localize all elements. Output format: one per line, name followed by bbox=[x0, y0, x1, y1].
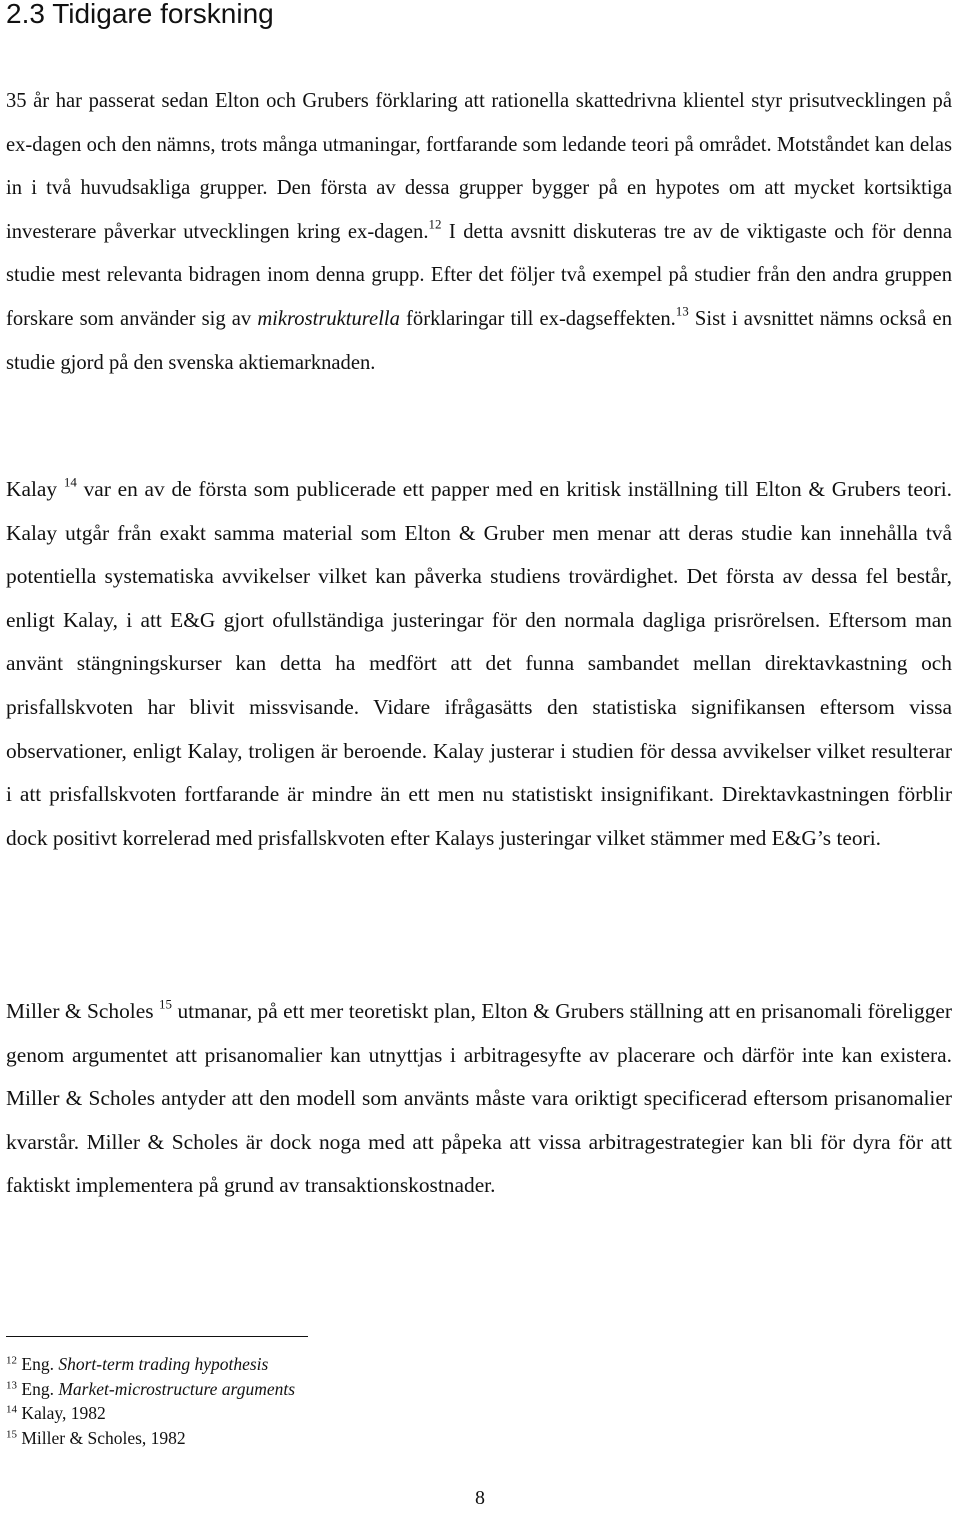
footnote-number: 12 bbox=[6, 1354, 17, 1367]
footnote-ref-15[interactable]: 15 bbox=[159, 996, 173, 1012]
page-number: 8 bbox=[475, 1487, 485, 1509]
footnote-ref-13[interactable]: 13 bbox=[675, 303, 689, 319]
paragraph-text: utmanar, på ett mer teoretiskt plan, Elton & Grubers ställning att en prisanomali föreligger genom argumentet att prisanomalier kan utnyttjas i arbitragesyfte av placerare och därför inte kan existera. Miller & Scholes antyder att den modell som använts måste vara oriktigt specificerad eftersom prisanomalier kvarstår. Miller & Scholes är dock noga med att påpeka att vissa arbitragestrategier kan bli för dyra för att faktiskt implementera på grund av transaktionskostnader. bbox=[6, 999, 953, 1198]
footnotes bbox=[6, 1352, 295, 1450]
footnote-13: $^{13}$ Eng. Market-microstructure arguments bbox=[6, 1378, 296, 1399]
paragraph-miller-scholes bbox=[6, 990, 952, 1208]
paragraph-kalay bbox=[6, 468, 952, 860]
italic-term: mikrostrukturella bbox=[257, 307, 400, 330]
footnote-divider bbox=[6, 1336, 308, 1337]
footnote-15: $^{15}$ Miller & Scholes, 1982 bbox=[6, 1427, 186, 1448]
footnote-number: 13 bbox=[6, 1378, 17, 1391]
paragraph-text: förklaringar till ex-dagseffekten. bbox=[399, 307, 676, 330]
footnote-12: $^{12}$ Eng. Short-term trading hypothesis bbox=[6, 1354, 269, 1374]
paragraph-text: 35 år har passerat sedan Elton och Grubers förklaring att rationella skattedrivna klientel styr prisutvecklingen på ex-dagen och den nämns, trots många utmaningar, fortfarande som ledande teori på området. Motståndet kan delas in i två huvudsakliga grupper. Den första av dessa grupper bygger på en hypotes om att mycket kortsiktiga investerare påverkar utvecklingen kring ex-dagen. bbox=[6, 90, 952, 243]
paragraph-text: I detta avsnitt diskuteras tre av de viktigaste och för denna studie mest relevanta bidragen inom denna grupp. Efter det följer två exempel på studier från den andra gruppen forskare som använder sig av bbox=[6, 220, 953, 330]
paragraph-text: Kalay bbox=[6, 477, 58, 501]
footnote-italic: Market-microstructure arguments bbox=[58, 1378, 296, 1399]
footnote-14: $^{14}$ Kalay, 1982 bbox=[6, 1403, 106, 1423]
paragraph-text: Sist i avsnittet nämns också en studie gjord på den svenska aktiemarknaden. bbox=[6, 307, 952, 374]
footnote-italic: Short-term trading hypothesis bbox=[58, 1354, 269, 1374]
paragraph-text: Miller & Scholes bbox=[6, 999, 154, 1023]
footnote-number: 14 bbox=[6, 1403, 17, 1416]
footnote-number: 15 bbox=[6, 1427, 17, 1440]
footnote-ref-12[interactable]: 12 bbox=[428, 216, 442, 232]
section-heading: 2.3 Tidigare forskning bbox=[6, 0, 274, 29]
paragraph-intro bbox=[6, 80, 952, 385]
footnote-ref-14[interactable]: 14 bbox=[63, 474, 77, 490]
paragraph-text: var en av de första som publicerade ett papper med en kritisk inställning till Elton & Grubers teori. Kalay utgår från exakt samma material som Elton & Gruber men menar att deras studie kan innehålla två potentiella systematiska avvikelser vilket kan påverka studiens trovärdighet. Det första av dessa fel består, enligt Kalay, i att E&G gjort ofullständiga justeringar för den normala dagliga prisrörelsen. Eftersom man använt stängningskurser kan detta ha medfört att det funna sambandet mellan direktavkastning och prisfallskvoten har blivit missvisande. Vidare ifrågasätts den statistiska signifikansen eftersom vissa observationer, enligt Kalay, troligen är beroende. Kalay justerar i studien för dessa avvikelser vilket resulterar i att prisfallskvoten fortfarande är mindre än ett men nu statistiskt insignifikant. Direktavkastningen förblir dock positivt korrelerad med prisfallskvoten efter Kalays justeringar vilket stämmer med E&G’s teori. bbox=[6, 477, 952, 850]
